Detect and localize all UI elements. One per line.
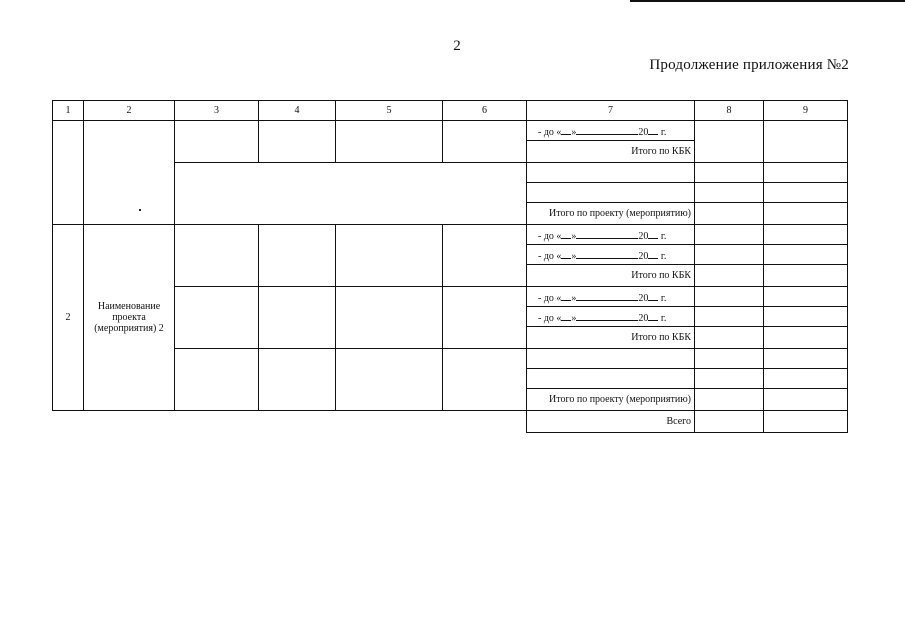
empty-cell xyxy=(527,369,695,389)
empty-cell xyxy=(764,245,848,265)
until-suffix: г. xyxy=(658,312,667,324)
empty-cell xyxy=(336,349,443,411)
project-name-cell xyxy=(84,121,175,225)
empty-cell xyxy=(695,287,764,307)
empty-cell xyxy=(259,225,336,287)
empty-cell xyxy=(527,163,695,183)
empty-cell xyxy=(443,121,527,163)
column-header: 8 xyxy=(695,101,764,121)
column-header: 2 xyxy=(84,101,175,121)
empty-cell xyxy=(695,411,764,433)
empty-cell xyxy=(764,287,848,307)
empty-cell xyxy=(527,183,695,203)
top-edge-line xyxy=(630,0,905,2)
total-project-label: Итого по проекту (мероприятию) xyxy=(527,203,695,225)
empty-cell xyxy=(443,349,527,411)
empty-cell xyxy=(175,349,259,411)
deadline-cell xyxy=(527,287,695,307)
deadline-cell xyxy=(527,121,695,141)
until-prefix: - до « xyxy=(538,250,562,262)
until-prefix: - до « xyxy=(538,230,562,242)
empty-cell xyxy=(764,369,848,389)
scan-speck xyxy=(139,209,141,211)
until-mid: » xyxy=(571,126,577,138)
until-year: 20 xyxy=(638,126,649,138)
table-header-row xyxy=(53,101,848,121)
empty-cell xyxy=(695,225,764,245)
total-project-label: Итого по проекту (мероприятию) xyxy=(527,389,695,411)
empty-cell xyxy=(764,121,848,163)
empty-cell xyxy=(695,369,764,389)
until-mid: » xyxy=(571,312,577,324)
empty-cell xyxy=(175,225,259,287)
empty-cell xyxy=(695,163,764,183)
until-suffix: г. xyxy=(658,250,667,262)
empty-cell xyxy=(764,349,848,369)
total-kbk-label: Итого по КБК xyxy=(527,327,695,349)
empty-cell xyxy=(175,121,259,163)
table-row xyxy=(53,121,848,141)
total-kbk-label: Итого по КБК xyxy=(527,265,695,287)
grand-total-label: Всего xyxy=(527,411,695,433)
until-suffix: г. xyxy=(658,126,667,138)
until-mid: » xyxy=(571,292,577,304)
empty-cell xyxy=(695,203,764,225)
empty-cell xyxy=(764,203,848,225)
empty-cell xyxy=(695,307,764,327)
empty-cell xyxy=(695,245,764,265)
row-number-cell: 2 xyxy=(53,225,84,411)
column-header: 3 xyxy=(175,101,259,121)
until-prefix: - до « xyxy=(538,312,562,324)
empty-cell xyxy=(259,287,336,349)
empty-cell xyxy=(764,183,848,203)
column-header: 6 xyxy=(443,101,527,121)
empty-cell xyxy=(695,121,764,163)
until-suffix: г. xyxy=(658,292,667,304)
deadline-cell xyxy=(527,245,695,265)
empty-cell xyxy=(764,389,848,411)
deadline-cell xyxy=(527,225,695,245)
deadline-cell xyxy=(527,307,695,327)
until-mid: » xyxy=(571,230,577,242)
column-header: 9 xyxy=(764,101,848,121)
column-header: 5 xyxy=(336,101,443,121)
empty-cell xyxy=(695,183,764,203)
empty-cell xyxy=(695,349,764,369)
empty-cell xyxy=(695,265,764,287)
table-row xyxy=(53,225,848,245)
empty-cell xyxy=(764,163,848,183)
blank-area xyxy=(53,411,527,433)
column-header: 4 xyxy=(259,101,336,121)
until-year: 20 xyxy=(638,230,649,242)
until-year: 20 xyxy=(638,292,649,304)
grand-total-row xyxy=(53,411,848,433)
empty-cell xyxy=(695,327,764,349)
row-number-cell xyxy=(53,121,84,225)
empty-cell xyxy=(259,121,336,163)
total-kbk-label: Итого по КБК xyxy=(527,141,695,163)
empty-cell xyxy=(764,225,848,245)
until-year: 20 xyxy=(638,312,649,324)
column-header: 7 xyxy=(527,101,695,121)
empty-cell xyxy=(695,389,764,411)
appendix-table xyxy=(52,100,848,433)
empty-cell xyxy=(443,225,527,287)
project-name-cell: Наименование проекта (мероприятия) 2 xyxy=(84,225,175,411)
appendix-continuation-title: Продолжение приложения №2 xyxy=(649,57,849,73)
empty-cell xyxy=(175,287,259,349)
until-mid: » xyxy=(571,250,577,262)
empty-cell xyxy=(764,411,848,433)
empty-cell xyxy=(259,349,336,411)
empty-cell xyxy=(443,287,527,349)
until-prefix: - до « xyxy=(538,292,562,304)
empty-cell xyxy=(336,287,443,349)
empty-cell xyxy=(527,349,695,369)
until-prefix: - до « xyxy=(538,126,562,138)
empty-cell xyxy=(336,121,443,163)
empty-cell xyxy=(175,163,527,225)
column-header: 1 xyxy=(53,101,84,121)
empty-cell xyxy=(764,307,848,327)
page-number: 2 xyxy=(453,38,461,54)
empty-cell xyxy=(336,225,443,287)
until-suffix: г. xyxy=(658,230,667,242)
empty-cell xyxy=(764,265,848,287)
until-year: 20 xyxy=(638,250,649,262)
empty-cell xyxy=(764,327,848,349)
